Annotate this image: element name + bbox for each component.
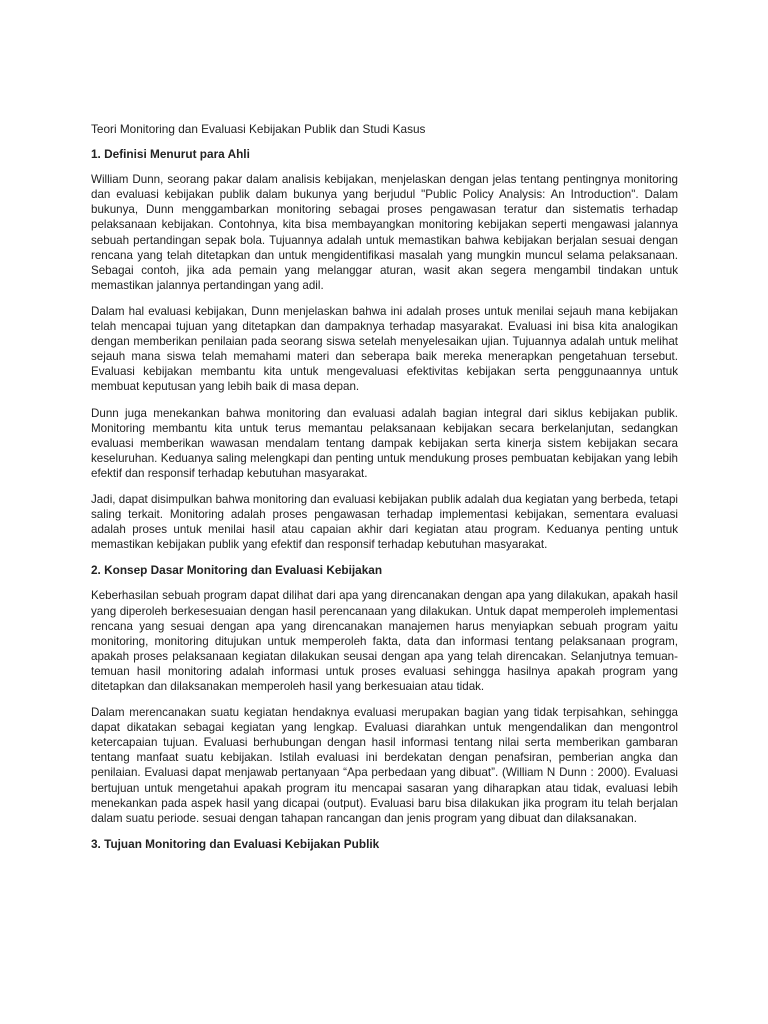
section-heading-definisi: 1. Definisi Menurut para Ahli — [91, 147, 250, 162]
paragraph: Dalam hal evaluasi kebijakan, Dunn menjelaskan bahwa ini adalah proses untuk menilai sejauh mana kebijakan telah mencapai tujuan yang ditetapkan dan dampaknya terhadap masyarakat. Evaluasi ini bisa kita analogikan dengan memberikan penilaian pada seorang siswa setelah menyelesaikan ujian. Tujuannya adalah untuk melihat sejauh mana siswa telah memahami materi dan seberapa baik mereka menerapkan pengetahuan tersebut. Evaluasi kebijakan membantu kita untuk mengevaluasi efektivitas kebijakan serta penggunaannya untuk membuat keputusan yang lebih baik di masa depan. — [91, 304, 678, 394]
section-heading-tujuan: 3. Tujuan Monitoring dan Evaluasi Kebijakan Publik — [91, 836, 380, 851]
section-heading-konsep-dasar: 2. Konsep Dasar Monitoring dan Evaluasi Kebijakan — [91, 563, 383, 578]
paragraph: Dalam merencanakan suatu kegiatan hendaknya evaluasi merupakan bagian yang tidak terpisahkan, sehingga dapat dikatakan sebagai kegiatan yang lengkap. Evaluasi diarahkan untuk mengendalikan dan mengontrol ketercapaian tujuan. Evaluasi berhubungan dengan hasil informasi tentang nilai serta memberikan gambaran tentang manfaat suatu kebijakan. Istilah evaluasi ini berdekatan dengan penafsiran, pemberian angka dan penilaian. Evaluasi dapat menjawab pertanyaan “Apa perbedaan yang dibuat”. (William N Dunn : 2000). Evaluasi bertujuan untuk mengetahui apakah program itu mencapai sasaran yang diharapkan atau tidak, evaluasi lebih menekankan pada aspek hasil yang dicapai (output). Evaluasi baru bisa dilakukan jika program itu telah berjalan dalam suatu periode. sesuai dengan tahapan rancangan dan jenis program yang dibuat dan dilaksanakan. — [91, 706, 678, 825]
paragraph: Dunn juga menekankan bahwa monitoring dan evaluasi adalah bagian integral dari siklus kebijakan publik. Monitoring membantu kita untuk terus memantau pelaksanaan kebijakan secara berkelanjutan, sedangkan evaluasi memberikan wawasan mendalam tentang dampak kebijakan serta kinerja sistem kebijakan secara keseluruhan. Keduanya saling melengkapi dan penting untuk mendukung proses pembuatan kebijakan yang lebih efektif dan responsif terhadap kebutuhan masyarakat. — [91, 406, 678, 480]
paragraph: William Dunn, seorang pakar dalam analisis kebijakan, menjelaskan dengan jelas tentang pentingnya monitoring dan evaluasi kebijakan publik dalam bukunya yang berjudul "Public Policy Analysis: An Introduction". Dalam bukunya, Dunn menggambarkan monitoring sebagai proses pengawasan teratur dan sistematis terhadap pelaksanaan kebijakan. Contohnya, kita bisa membayangkan monitoring kebijakan seperti mengawasi jalannya sebuah pertandingan sepak bola. Tujuannya adalah untuk memastikan bahwa kebijakan berjalan sesuai dengan rencana yang telah ditetapkan dan untuk mengidentifikasi masalah yang mungkin muncul selama pelaksanaan. Sebagai contoh, jika ada pemain yang melanggar aturan, wasit akan segera mengambil tindakan untuk memastikan jalannya pertandingan yang adil. — [91, 173, 678, 292]
document-title: Teori Monitoring dan Evaluasi Kebijakan Publik dan Studi Kasus — [91, 122, 426, 136]
paragraph: Keberhasilan sebuah program dapat dilihat dari apa yang direncanakan dengan apa yang dilakukan, apakah hasil yang diperoleh berkesesuaian dengan hasil perencanaan yang dilakukan. Untuk dapat memperoleh implementasi rencana yang sesuai dengan apa yang direncanakan manajemen harus menyiapkan sebuah program yaitu monitoring, monitoring ditujukan untuk memperoleh fakta, data dan informasi tentang pelaksanaan program, apakah proses pelaksanaan kegiatan dilakukan seusai dengan apa yang telah direncakan. Selanjutnya temuan-temuan hasil monitoring adalah informasi untuk proses evaluasi sehingga hasilnya apakah program yang ditetapkan dan dilaksanakan memperoleh hasil yang berkesuaian atau tidak. — [91, 589, 678, 693]
document-page — [91, 122, 678, 862]
paragraph: Jadi, dapat disimpulkan bahwa monitoring dan evaluasi kebijakan publik adalah dua kegiatan yang berbeda, tetapi saling terkait. Monitoring adalah proses pengawasan terhadap implementasi kebijakan, sementara evaluasi adalah proses untuk menilai hasil atau capaian akhir dari kegiatan atau program. Keduanya penting untuk memastikan kebijakan publik yang efektif dan responsif terhadap kebutuhan masyarakat. — [91, 492, 678, 552]
